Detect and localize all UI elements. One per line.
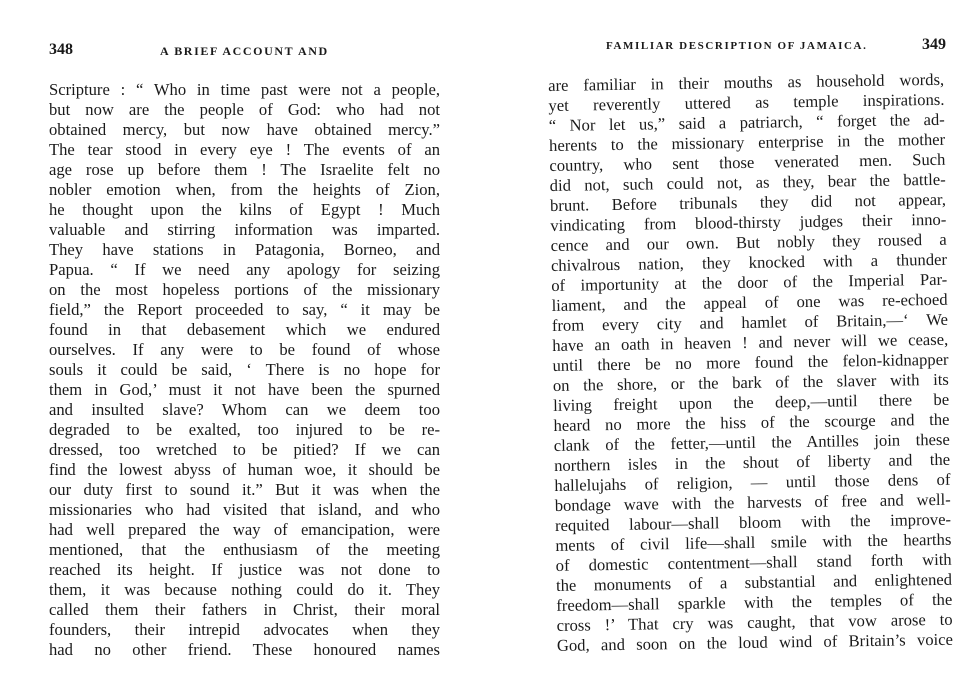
text-line: Papua. “ If we need any apology for seizing [49,260,440,279]
text-line: freedom—shall sparkle with the temples of the [556,589,953,615]
text-line: had no other friend. These honoured names [49,640,440,659]
text-line: herents to the missionary enterprise in the mother [548,129,946,155]
text-line: “ Nor let us,” said a patriarch, “ forget the ad- [548,109,945,135]
text-line: bondage wave with the harvests of free and well- [554,489,951,515]
text-line: on the shore, or the bark of the slaver with its [552,369,949,395]
text-line: They have stations in Patagonia, Borneo, and [49,240,440,259]
text-line: The tear stood in every eye ! The events of an [49,140,440,159]
left-body-text [49,80,440,660]
text-line: ments of civil life—shall smile with the hearths [555,529,952,555]
text-line: reached its height. If justice was not done to [49,560,440,579]
text-line: nobler emotion when, from the heights of Zion, [49,180,440,199]
text-line: clank of the fetter,—until the Antilles join these [553,429,950,455]
text-line: liament, and the appeal of one was re-echoed [551,289,948,315]
text-line: brunt. Before tribunals they did not appear, [549,189,947,215]
left-running-head: A BRIEF ACCOUNT AND [160,44,329,58]
text-line: have an oath in heaven ! and never will we cease, [552,329,949,355]
text-line: find the lowest abyss of human woe, it should be [49,460,440,479]
text-line: cross !’ That cry was caught, that vow arose to [556,609,953,635]
text-line: vindicating from blood-thirsty judges their inno- [550,209,947,235]
left-page-number: 348 [49,41,73,58]
text-line: age rose up before them ! The Israelite felt no [49,160,440,179]
text-line: of importunity at the door of the Imperial Par- [551,269,948,295]
text-line: yet reverently uttered as temple inspirations. [548,89,945,115]
text-line: hallelujahs of religion, — until those dens of [554,469,951,495]
text-line: them in God,’ must it not have been the spurned [49,380,440,399]
text-line: had well prepared the way of emancipation, were [49,520,440,539]
text-line: northern isles in the shout of liberty and the [553,449,951,475]
right-running-head: FAMILIAR DESCRIPTION OF JAMAICA. [606,40,868,52]
text-line: country, who sent those venerated men. Such [549,149,946,175]
text-line: found in that debasement which we endured [49,320,440,339]
text-line: obtained mercy, but now have obtained mercy.” [49,120,440,139]
right-page [490,0,980,684]
text-line: our duty first to sound it.” But it was when the [49,480,440,499]
text-line: from every city and hamlet of Britain,—‘ We [551,309,949,335]
right-page-number: 349 [922,36,946,53]
text-line: valuable and stirring information was imparted. [49,220,440,239]
text-line: souls it could be said, ‘ There is no hope for [49,360,440,379]
text-line: heard no more the hiss of the scourge and the [553,409,950,435]
text-line: and insulted slave? Whom can we deem too [49,400,440,419]
text-line: but now are the people of God: who had not [49,100,440,119]
text-line: are familiar in their mouths as household words, [548,69,945,95]
text-line: until there be no more found the felon-kidnapper [552,349,949,375]
text-line: requited labour—shall bloom with the improve- [554,509,952,535]
text-line: mentioned, that the enthusiasm of the meeting [49,540,440,559]
text-line: on the most hopeless portions of the missionary [49,280,440,299]
text-line: field,” the Report proceeded to say, “ it may be [49,300,440,319]
text-line: did not, such could not, as they, bear the battle- [549,169,946,195]
text-line: founders, their intrepid advocates when they [49,620,440,639]
text-line: God, and soon on the loud wind of Britain’s voice [556,629,954,655]
text-line: living freight upon the deep,—until there be [553,389,950,415]
text-line: them, it was because nothing could do it. They [49,580,440,599]
text-line: of domestic contentment—shall stand forth with [555,549,952,575]
text-line: called them their fathers in Christ, their moral [49,600,440,619]
right-body-text [548,70,953,656]
text-line: ourselves. If any were to be found of whose [49,340,440,359]
text-line: Scripture : “ Who in time past were not a people, [49,80,440,99]
text-line: the monuments of a substantial and enlightened [555,569,953,595]
text-line: chivalrous nation, they knocked with a thunder [550,249,948,275]
text-line: he thought upon the kilns of Egypt ! Much [49,200,440,219]
text-line: cence and our own. But nobly they roused a [550,229,947,255]
text-line: degraded to be exalted, too injured to be re- [49,420,440,439]
text-line: missionaries who had visited that island, and who [49,500,440,519]
text-line: dressed, too wretched to be pitied? If we can [49,440,440,459]
